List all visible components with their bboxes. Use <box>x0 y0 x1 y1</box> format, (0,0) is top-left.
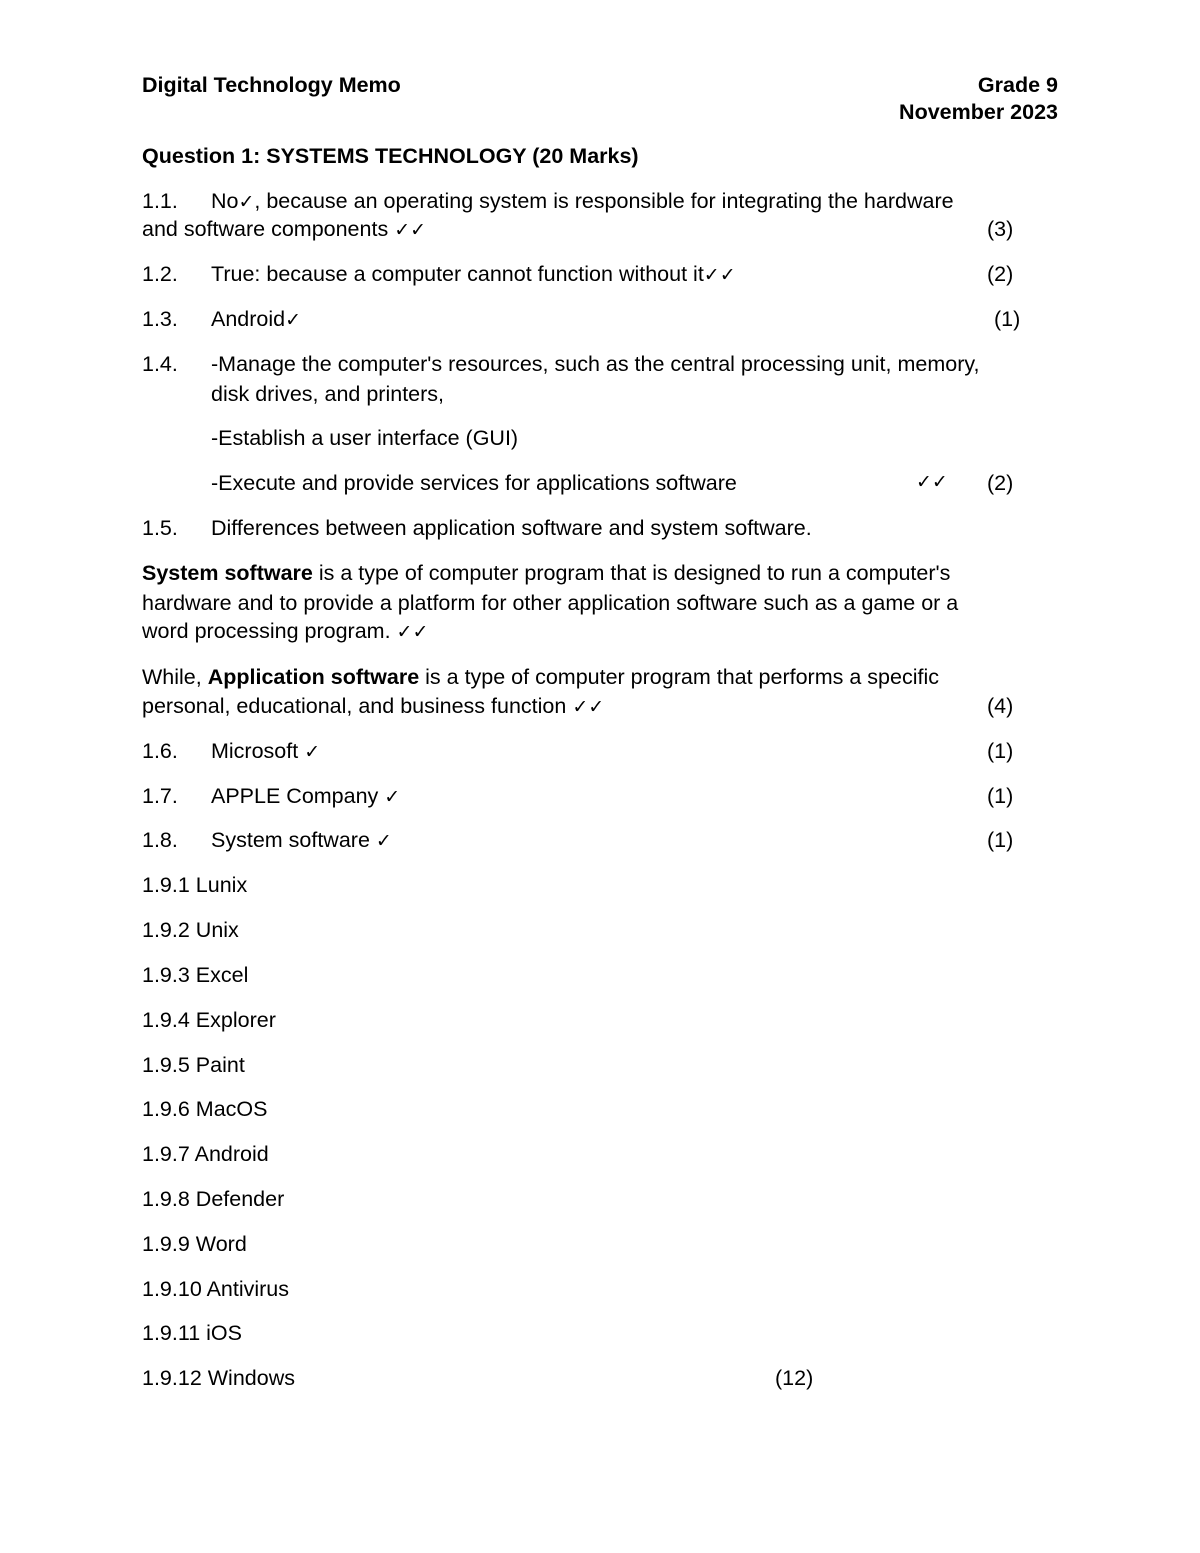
q1-2-marks: (2) <box>987 262 1014 286</box>
double-tick-icon: ✓✓ <box>916 471 948 493</box>
q1-1-marks: (3) <box>987 217 1014 241</box>
q1-1-answer-no: No <box>211 189 239 213</box>
q1-1-line2: and software components ✓✓ <box>142 217 427 241</box>
q1-4-number: 1.4. <box>142 352 178 376</box>
list-item: 1.9.5 Paint <box>142 1053 245 1077</box>
tick-icon: ✓ <box>285 309 302 331</box>
double-tick-icon: ✓✓ <box>394 219 427 241</box>
list-item: 1.9.9 Word <box>142 1232 247 1256</box>
q1-5-number: 1.5. <box>142 516 178 540</box>
list-item: 1.9.12 Windows <box>142 1366 295 1390</box>
list-item: 1.9.11 iOS <box>142 1321 242 1345</box>
tick-icon: ✓ <box>384 786 401 808</box>
q1-3-marks: (1) <box>994 307 1021 331</box>
list-item: 1.9.10 Antivirus <box>142 1277 290 1301</box>
tick-icon: ✓ <box>304 741 321 763</box>
system-software-line3: word processing program. ✓✓ <box>142 619 429 643</box>
q1-4-line3: -Establish a user interface (GUI) <box>211 426 519 450</box>
list-item: 1.9.4 Explorer <box>142 1008 276 1032</box>
q1-1-line1 <box>211 191 954 213</box>
q1-8-marks: (1) <box>987 828 1014 852</box>
q1-9-marks: (12) <box>775 1366 814 1390</box>
grade-label: Grade 9 <box>977 73 1058 97</box>
q1-2-number: 1.2. <box>142 262 178 286</box>
list-item: 1.9.1 Lunix <box>142 873 248 897</box>
tick-icon: ✓ <box>238 191 255 213</box>
double-tick-icon: ✓✓ <box>572 696 605 718</box>
system-software-line2: hardware and to provide a platform for other application software such as a game or a <box>142 591 959 615</box>
tick-icon: ✓ <box>375 830 392 852</box>
document-title: Digital Technology Memo <box>142 73 401 97</box>
list-item: 1.9.3 Excel <box>142 963 249 987</box>
application-software-line1: While, Application software is a type of computer program that performs a specific <box>142 665 939 689</box>
date-label: November 2023 <box>899 100 1058 124</box>
q1-1-number: 1.1. <box>142 189 178 213</box>
q1-3-number: 1.3. <box>142 307 178 331</box>
q1-4-line2: disk drives, and printers, <box>211 382 445 406</box>
system-software-line1: System software is a type of computer program that is designed to run a computer's <box>142 561 951 585</box>
double-tick-icon: ✓✓ <box>703 264 736 286</box>
q1-4-line1: -Manage the computer's resources, such as the central processing unit, memory, <box>211 352 980 376</box>
list-item: 1.9.6 MacOS <box>142 1097 268 1121</box>
application-software-line2: personal, educational, and business function ✓✓ <box>142 694 605 718</box>
q1-7-marks: (1) <box>987 784 1014 808</box>
question-heading: Question 1: SYSTEMS TECHNOLOGY (20 Marks) <box>142 144 639 168</box>
q1-6-number: 1.6. <box>142 739 178 763</box>
q1-1-line1-rest: , because an operating system is responsible for integrating the hardware <box>254 189 954 213</box>
system-software-term: System software <box>142 561 313 585</box>
q1-7-number: 1.7. <box>142 784 178 808</box>
q1-5-marks: (4) <box>987 694 1014 718</box>
q1-8-number: 1.8. <box>142 828 178 852</box>
q1-6-marks: (1) <box>987 739 1014 763</box>
q1-4-marks: (2) <box>987 471 1014 495</box>
list-item: 1.9.2 Unix <box>142 918 239 942</box>
q1-8-text: System software ✓ <box>211 828 392 852</box>
list-item: 1.9.7 Android <box>142 1142 269 1166</box>
q1-2-text: True: because a computer cannot function without it✓✓ <box>211 262 736 286</box>
double-tick-icon: ✓✓ <box>396 621 429 643</box>
q1-5-text: Differences between application software and system software. <box>211 516 812 540</box>
q1-7-text: APPLE Company ✓ <box>211 784 401 808</box>
application-software-term: Application software <box>207 665 420 689</box>
q1-4-line4: -Execute and provide services for applications software <box>211 471 737 495</box>
q1-6-text: Microsoft ✓ <box>211 739 321 763</box>
list-item: 1.9.8 Defender <box>142 1187 285 1211</box>
q1-3-text: Android✓ <box>211 307 302 331</box>
